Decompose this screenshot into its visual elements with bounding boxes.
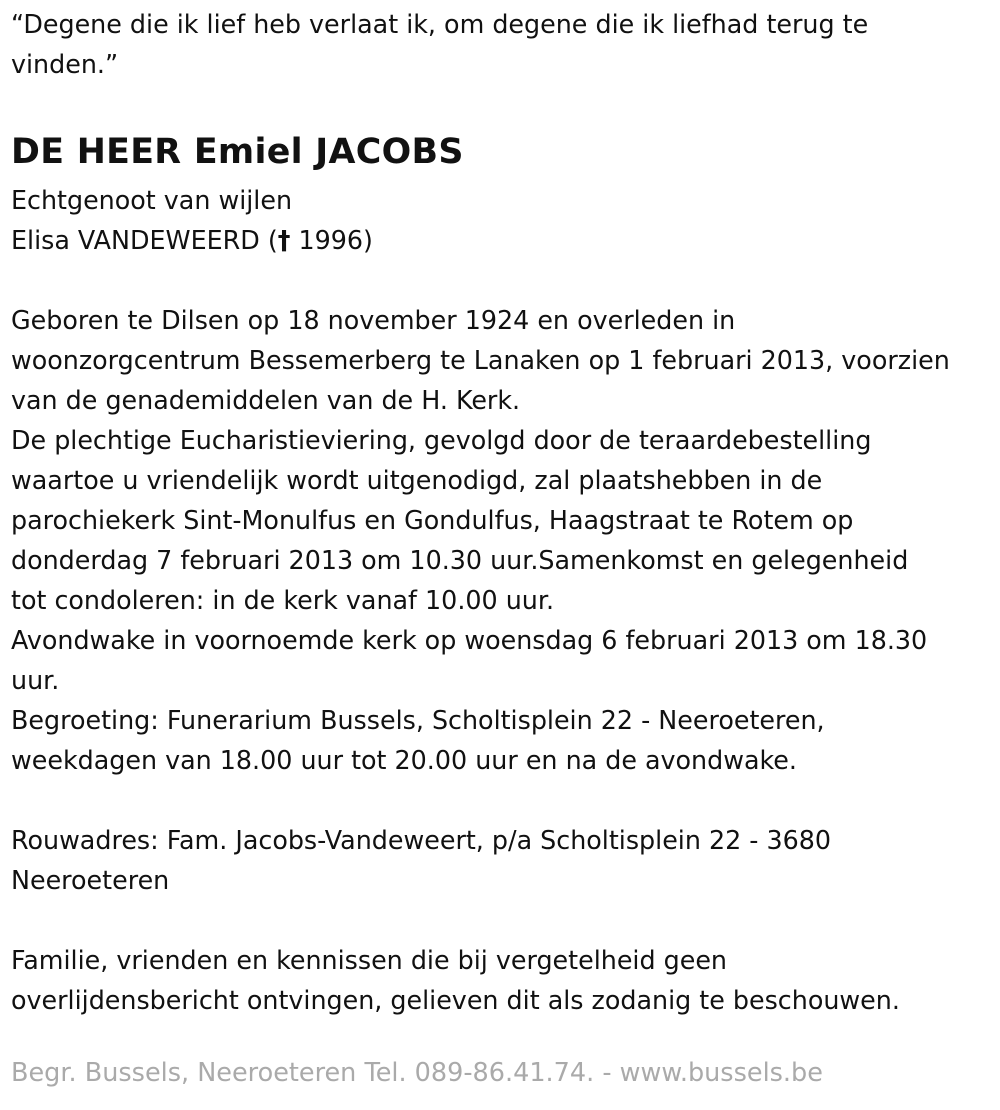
opening-quote <box>11 4 996 84</box>
notice-line: overlijdensbericht ontvingen, gelieven dit als zodanig te beschouwen. <box>11 985 900 1015</box>
cross-icon: † <box>277 225 291 255</box>
quote-line: “Degene die ik lief heb verlaat ik, om degene die ik liefhad terug te <box>11 9 869 39</box>
details-line: van de genademiddelen van de H. Kerk. <box>11 385 521 415</box>
address-line: Neeroeteren <box>11 865 170 895</box>
deceased-name: DE HEER Emiel JACOBS <box>11 132 464 172</box>
relation-text: Echtgenoot van wijlen <box>11 185 293 215</box>
details-line: Avondwake in voornoemde kerk op woensdag 6 februari 2013 om 18.30 <box>11 625 928 655</box>
details-line: parochiekerk Sint-Monulfus en Gondulfus, Haagstraat te Rotem op <box>11 505 854 535</box>
address-line: Rouwadres: Fam. Jacobs-Vandeweert, p/a Scholtisplein 22 - 3680 <box>11 825 832 855</box>
details-line: uur. <box>11 665 60 695</box>
spouse-line <box>11 220 996 260</box>
details-line: weekdagen van 18.00 uur tot 20.00 uur en na de avondwake. <box>11 745 797 775</box>
spouse-name: Elisa VANDEWEERD ( <box>11 225 278 255</box>
funeral-home-footer: Begr. Bussels, Neeroeteren Tel. 089-86.41.74. - www.bussels.be <box>11 1058 823 1088</box>
details-line: Geboren te Dilsen op 18 november 1924 en overleden in <box>11 305 736 335</box>
spouse-year: 1996) <box>298 225 373 255</box>
details-line: woonzorgcentrum Bessemerberg te Lanaken op 1 februari 2013, voorzien <box>11 345 950 375</box>
details-line: tot condoleren: in de kerk vanaf 10.00 uur. <box>11 585 555 615</box>
spacer <box>11 260 996 300</box>
address-block <box>11 820 996 900</box>
details-line: De plechtige Eucharistieviering, gevolgd door de teraardebestelling <box>11 425 872 455</box>
quote-line: vinden.” <box>11 49 119 79</box>
spacer <box>11 900 996 940</box>
notice-block <box>11 940 996 1020</box>
details-block <box>11 300 996 780</box>
details-line: Begroeting: Funerarium Bussels, Scholtisplein 22 - Neeroeteren, <box>11 705 825 735</box>
spacer <box>11 780 996 820</box>
relation-block <box>11 180 996 260</box>
details-line: donderdag 7 februari 2013 om 10.30 uur.Samenkomst en gelegenheid <box>11 545 909 575</box>
obituary-notice <box>11 4 996 1020</box>
details-line: waartoe u vriendelijk wordt uitgenodigd, zal plaatshebben in de <box>11 465 823 495</box>
notice-line: Familie, vrienden en kennissen die bij vergetelheid geen <box>11 945 728 975</box>
